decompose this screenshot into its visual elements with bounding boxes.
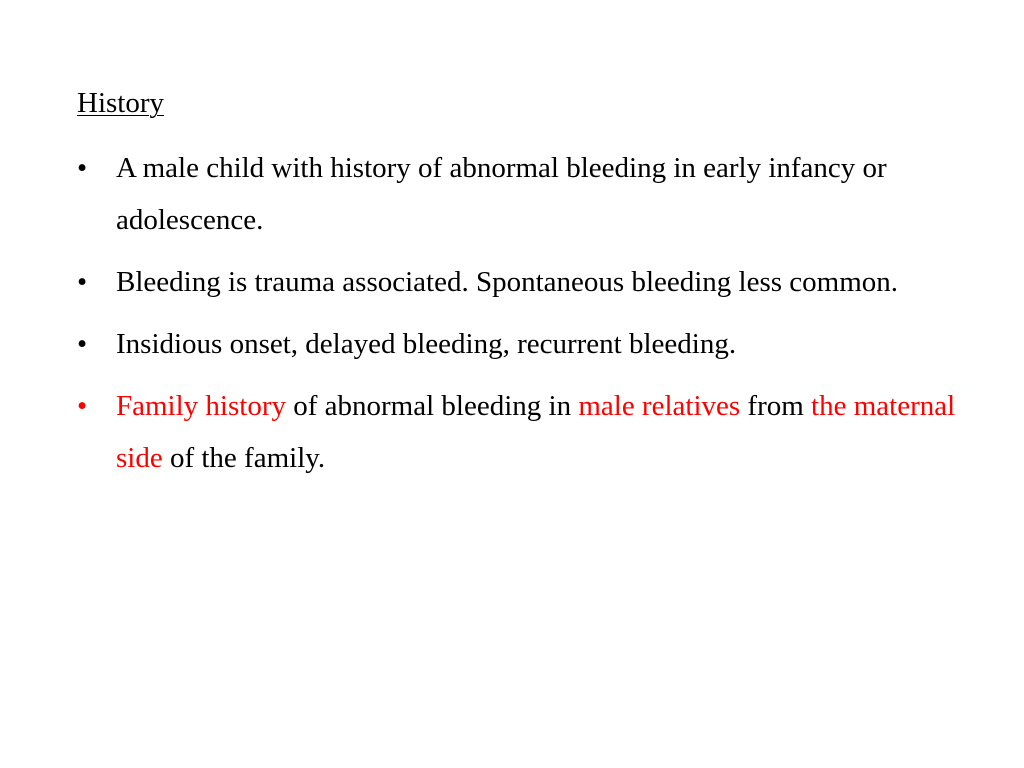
bullet-item [77,256,977,308]
bullet-text: Insidious onset, delayed bleeding, recurrent bleeding. [116,328,737,360]
bullet-text: of the family. [162,442,326,474]
bullet-icon: • [77,328,88,360]
bullet-icon: • [77,266,88,298]
bullet-icon: • [77,152,88,184]
bullet-text: Bleeding is trauma associated. Spontaneous bleeding less common. [116,266,899,298]
bullet-text: from [740,390,812,422]
bullet-icon: • [77,390,88,422]
bullet-item [77,142,977,246]
highlight-maternal-side: the maternal side [116,390,956,474]
slide-heading: History [77,87,164,119]
bullet-text: A male child with history of abnormal bleeding in early infancy or adolescence. [116,152,887,236]
highlight-family-history: Family history [116,390,286,422]
bullet-list [77,142,977,494]
bullet-text: of abnormal bleeding in [285,390,579,422]
bullet-item [77,380,977,484]
highlight-male-relatives: male relatives [578,390,741,422]
bullet-item [77,318,977,370]
